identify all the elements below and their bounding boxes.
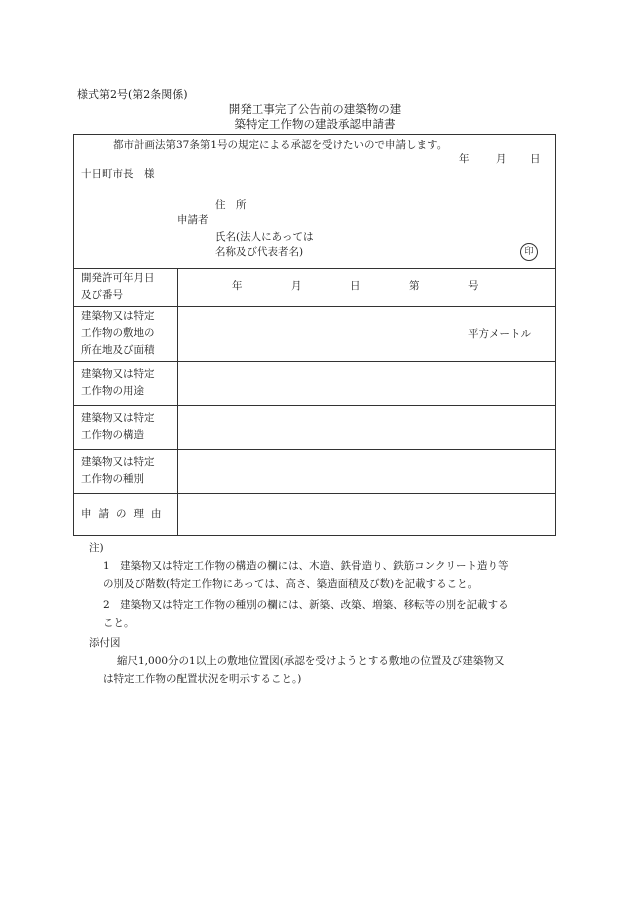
permit-label-line-2: 及び番号	[81, 289, 123, 301]
kind-label-line-1: 建築物又は特定	[81, 456, 155, 468]
use-label	[81, 366, 155, 400]
form-number: 様式第2号(第2条関係)	[77, 88, 188, 101]
document-title-line-2: 築特定工作物の建設承認申請書	[234, 117, 396, 131]
kind-label-line-2: 工作物の種別	[81, 473, 144, 485]
date-year: 年	[459, 153, 470, 165]
intro-statement: 都市計画法第37条第1号の規定による承認を受けたいので申請します。	[113, 139, 448, 151]
permit-month: 月	[291, 280, 302, 292]
table-column-divider	[177, 268, 178, 536]
structure-label-line-2: 工作物の構造	[81, 429, 144, 441]
name-label-line-1: 氏名(法人にあっては	[215, 231, 314, 243]
use-label-line-1: 建築物又は特定	[81, 368, 155, 380]
permit-label-line-1: 開発許可年月日	[81, 272, 155, 284]
kind-label	[81, 454, 155, 488]
table-divider	[73, 268, 556, 269]
use-label-line-2: 工作物の用途	[81, 385, 144, 397]
document-title-line-1: 開発工事完了公告前の建築物の建	[228, 102, 402, 116]
note-1-line-1: 1 建築物又は特定工作物の構造の欄には、木造、鉄骨造り、鉄筋コンクリート造り等	[103, 560, 509, 572]
note-1-line-2: の別及び階数(特定工作物にあっては、高さ、築造面積及び数)を記載すること。	[103, 578, 479, 590]
table-divider	[73, 449, 556, 450]
permit-number-dai: 第	[409, 280, 420, 292]
attachment-line-2: は特定工作物の配置状況を明示すること。)	[103, 673, 302, 685]
table-divider	[73, 306, 556, 307]
location-label-line-1: 建築物又は特定	[81, 310, 155, 322]
permit-day: 日	[350, 280, 361, 292]
date-day: 日	[530, 153, 541, 165]
location-label	[81, 308, 155, 359]
location-label-line-2: 工作物の敷地の	[81, 327, 155, 339]
note-2-line-1: 2 建築物又は特定工作物の種別の欄には、新築、改築、増築、移転等の別を記載する	[103, 599, 509, 611]
notes-heading: 注)	[89, 542, 104, 554]
table-divider	[73, 493, 556, 494]
applicant-label: 申請者	[177, 214, 209, 226]
permit-year: 年	[232, 280, 243, 292]
address-label: 住 所	[215, 199, 247, 211]
permit-label	[81, 270, 155, 304]
reason-label: 申請の理由	[81, 508, 169, 520]
area-unit: 平方メートル	[468, 328, 531, 340]
permit-number-go: 号	[468, 280, 479, 292]
note-2-line-2: こと。	[103, 617, 135, 629]
table-divider	[73, 361, 556, 362]
attachment-heading: 添付図	[89, 637, 121, 649]
seal-mark: 印	[520, 243, 538, 261]
name-label-line-2: 名称及び代表者名)	[215, 246, 304, 258]
structure-label-line-1: 建築物又は特定	[81, 412, 155, 424]
addressee: 十日町市長 様	[81, 168, 155, 180]
structure-label	[81, 410, 155, 444]
date-month: 月	[496, 153, 507, 165]
location-label-line-3: 所在地及び面積	[81, 344, 155, 356]
table-divider	[73, 405, 556, 406]
attachment-line-1: 縮尺1,000分の1以上の敷地位置図(承認を受けようとする敷地の位置及び建築物又	[117, 655, 505, 667]
